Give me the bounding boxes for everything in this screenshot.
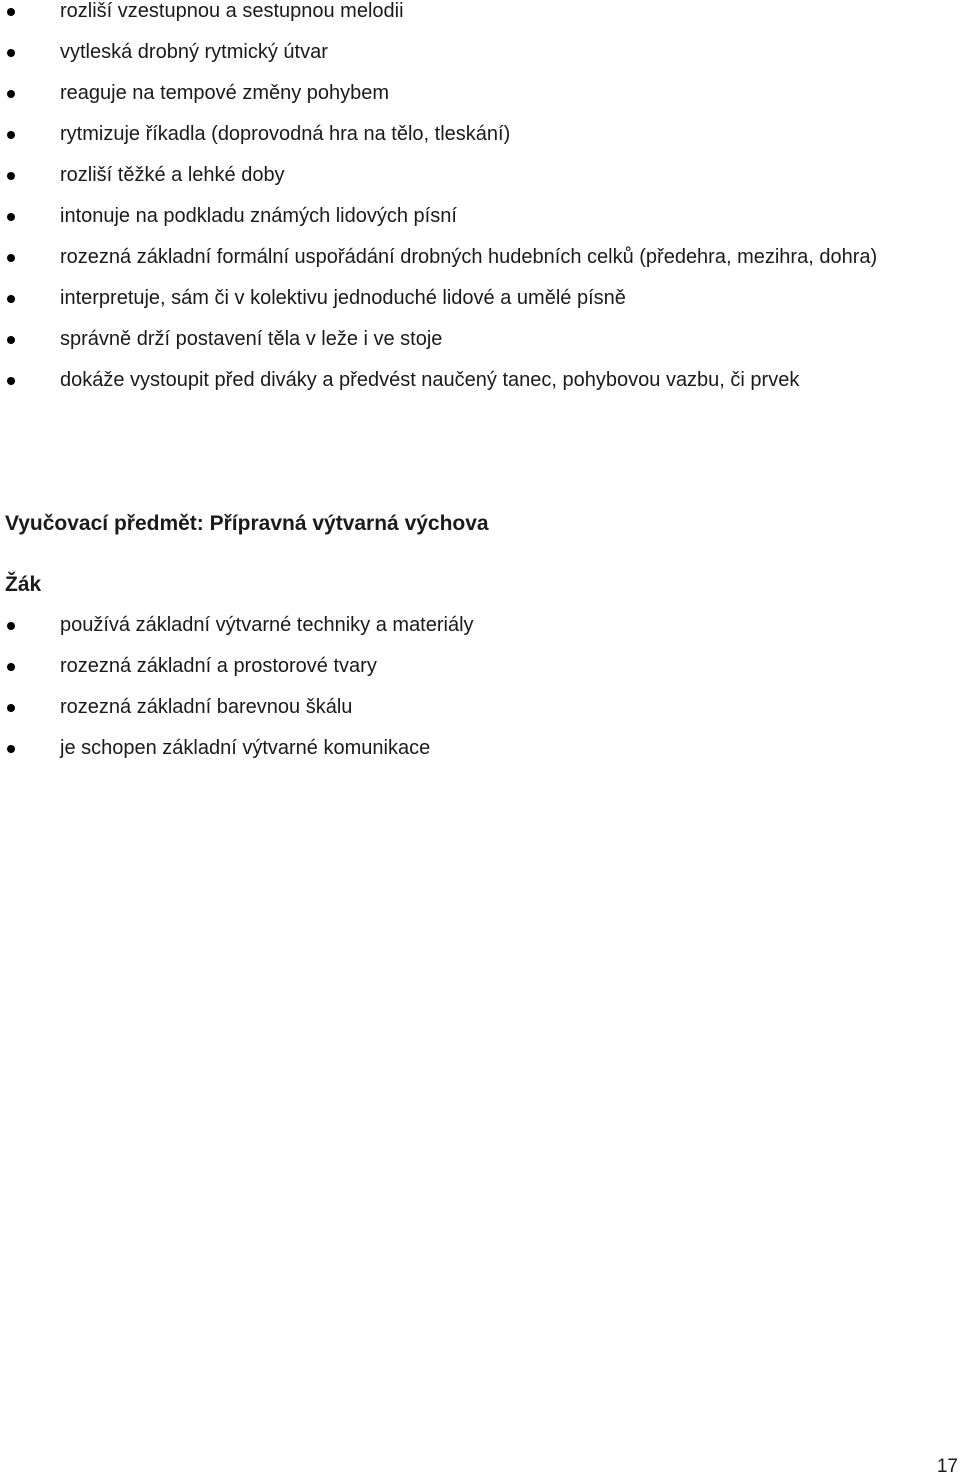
list-item-text: rozliší vzestupnou a sestupnou melodii [60, 0, 404, 22]
bullet-icon [7, 745, 15, 753]
bullet-icon [7, 49, 15, 57]
list-item [0, 360, 960, 401]
list-item [0, 646, 960, 687]
bullet-icon [7, 172, 15, 180]
list-item [0, 32, 960, 73]
list-item-text: rozezná základní a prostorové tvary [60, 655, 377, 677]
list-item [0, 73, 960, 114]
list-item-text: vytleská drobný rytmický útvar [60, 41, 328, 63]
list-item-text: rozezná základní barevnou škálu [60, 696, 353, 718]
list-item-text: reaguje na tempové změny pohybem [60, 82, 390, 104]
bullet-icon [7, 90, 15, 98]
bullet-icon [7, 254, 15, 262]
subject-heading: Vyučovací předmět: Přípravná výtvarná výchova [5, 512, 489, 535]
bullet-icon [7, 213, 15, 221]
list-item-text: používá základní výtvarné techniky a materiály [60, 614, 474, 636]
list-item [0, 687, 960, 728]
list-item-text: dokáže vystoupit před diváky a předvést naučený tanec, pohybovou vazbu, či prvek [60, 369, 800, 391]
list-item-text: je schopen základní výtvarné komunikace [60, 737, 431, 759]
list-item-text: rozezná základní formální uspořádání drobných hudebních celků (předehra, mezihra, dohra) [60, 246, 878, 268]
list-item-text: rytmizuje říkadla (doprovodná hra na tělo, tleskání) [60, 123, 511, 145]
bullet-icon [7, 8, 15, 16]
list-item [0, 196, 960, 237]
bullet-icon [7, 131, 15, 139]
page-number: 17 [936, 1456, 958, 1477]
list-item [0, 605, 960, 646]
bullet-icon [7, 622, 15, 630]
student-heading: Žák [5, 573, 42, 596]
list-item [0, 278, 960, 319]
list-item [0, 155, 960, 196]
list-item-text: správně drží postavení těla v leže i ve stoje [60, 328, 443, 350]
music-outcomes-list [0, 0, 960, 401]
list-item [0, 237, 960, 278]
bullet-icon [7, 336, 15, 344]
list-item [0, 114, 960, 155]
list-item-text: interpretuje, sám či v kolektivu jednoduché lidové a umělé písně [60, 287, 626, 309]
bullet-icon [7, 663, 15, 671]
list-item [0, 728, 960, 769]
list-item [0, 0, 960, 32]
bullet-icon [7, 377, 15, 385]
bullet-icon [7, 704, 15, 712]
list-item-text: intonuje na podkladu známých lidových písní [60, 205, 457, 227]
art-outcomes-list [0, 605, 960, 769]
bullet-icon [7, 295, 15, 303]
list-item [0, 319, 960, 360]
list-item-text: rozliší těžké a lehké doby [60, 164, 285, 186]
